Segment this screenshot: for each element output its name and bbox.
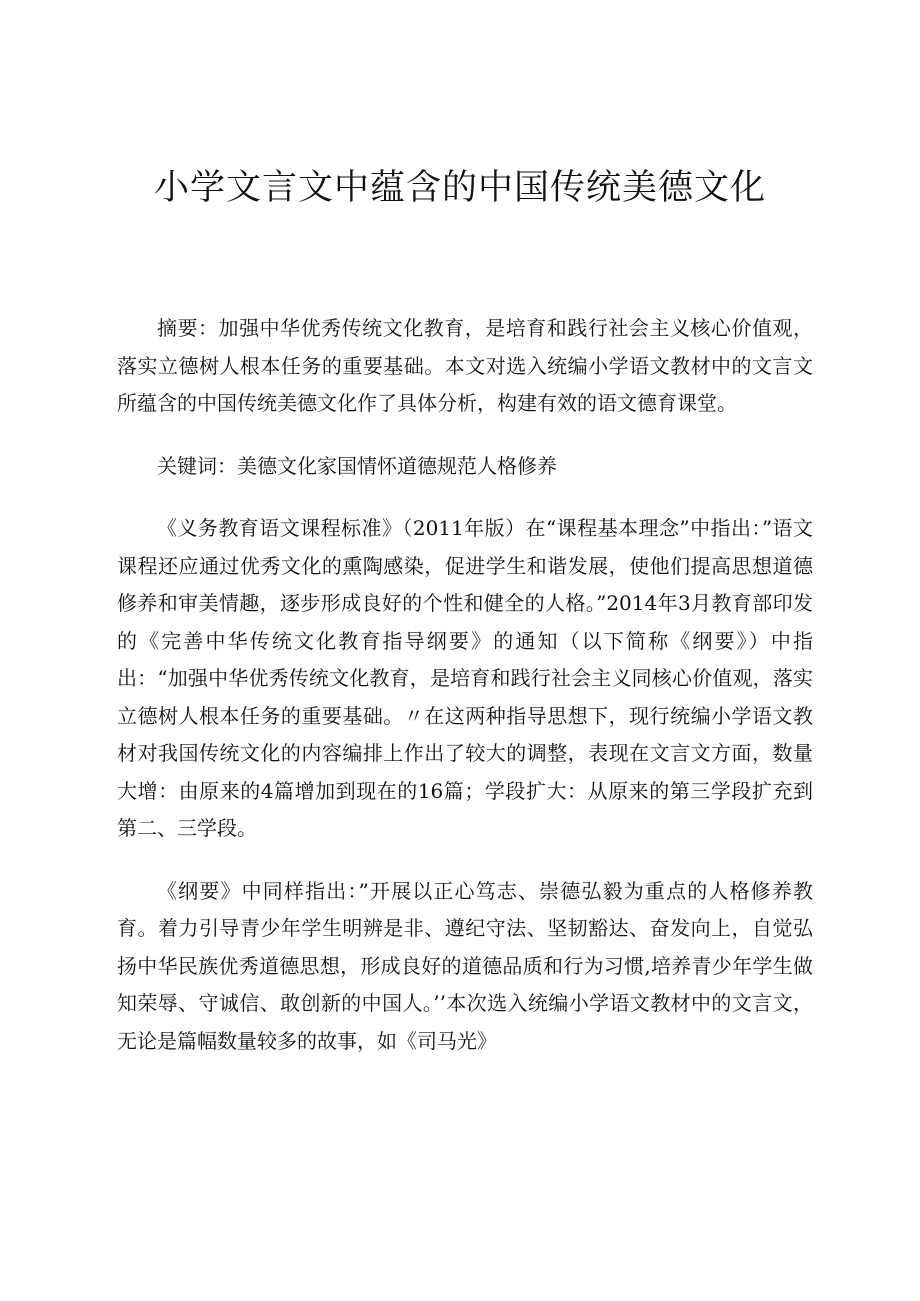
abstract-paragraph: 摘要：加强中华优秀传统文化教育，是培育和践行社会主义核心价值观，落实立德树人根本任务的重要基础。本文对选入统编小学语文教材中的文言文所蕴含的中国传统美德文化作了具体分析，构建有效的语文德育课堂。: [117, 316, 813, 415]
body-paragraph: 《纲要》中同样指出：”开展以正心笃志、崇德弘毅为重点的人格修养教育。着力引导青少年学生明辨是非、遵纪守法、坚韧豁达、奋发向上，自觉弘扬中华民族优秀道德思想，形成良好的道德品质和行为习惯,培养青少年学生做知荣辱、守诚信、敢创新的中国人。’’本次选入统编小学语文教材中的文言文，无论是篇幅数量较多的故事，如《司马光》: [117, 878, 813, 1053]
document-body: [117, 310, 813, 1060]
keywords-line: 关键词：美德文化家国情怀道德规范人格修养: [157, 453, 557, 478]
document-title: 小学文言文中蕴含的中国传统美德文化: [153, 168, 766, 208]
body-paragraph: 《义务教育语文课程标准》（2011年版）在“课程基本理念”中指出：”语文课程还应通过优秀文化的熏陶感染，促进学生和谐发展，使他们提高思想道德修养和审美情趣，逐步形成良好的个性和健全的人格。”2014年3月教育部印发的《完善中华传统文化教育指导纲要》的通知（以下简称《纲要》）中指出：“加强中华优秀传统文化教育，是培育和践行社会主义同核心价值观，落实立德树人根本任务的重要基础。〃在这两种指导思想下，现行统编小学语文教材对我国传统文化的内容编排上作出了较大的调整，表现在文言文方面，数量大增：由原来的4篇增加到现在的16篇；学段扩大：从原来的第三学段扩充到第二、三学段。: [117, 516, 813, 840]
